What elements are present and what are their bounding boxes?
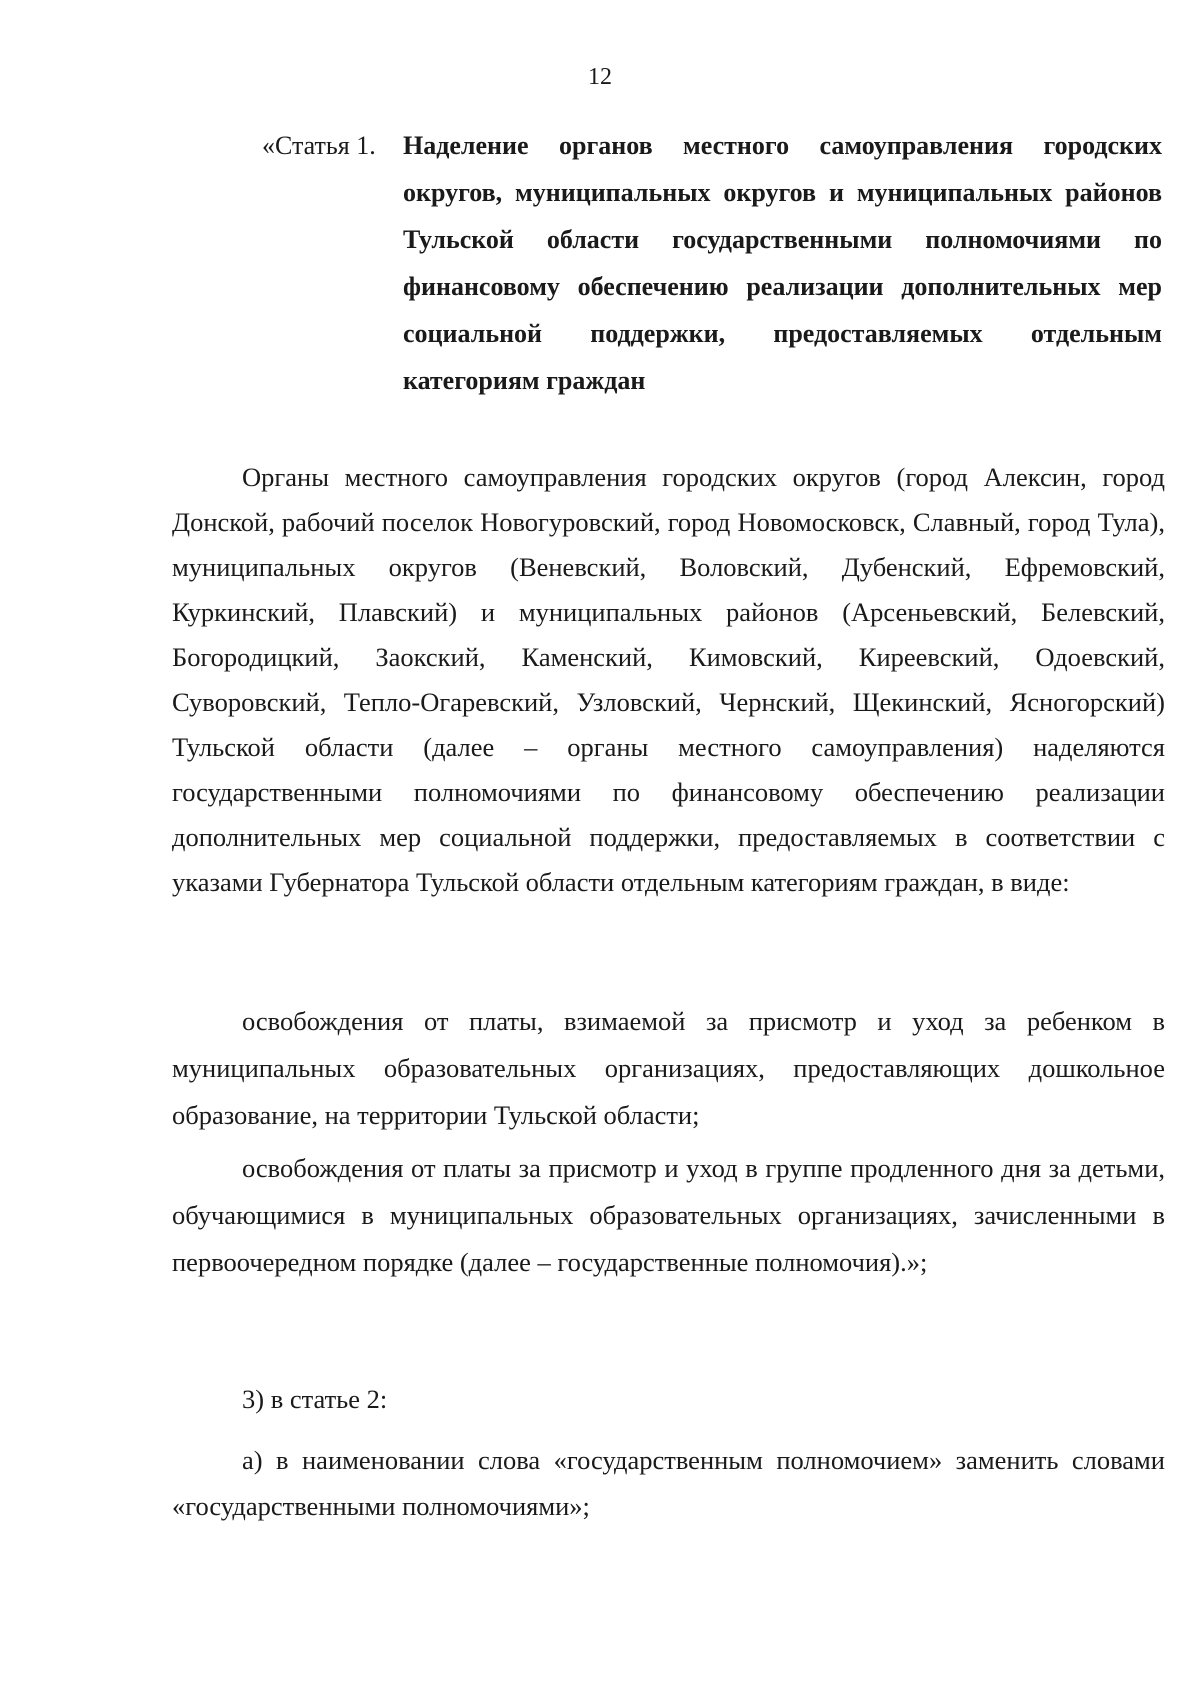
paragraph-list-item-2: освобождения от платы за присмотр и уход в группе продленного дня за детьми, обучающимися в муниципальных образовательных организациях, зачисленными в первоочередном порядке (далее – государственные полномочия).»; xyxy=(172,1153,1165,1277)
paragraph-list-item-1: освобождения от платы, взимаемой за присмотр и уход за ребенком в муниципальных образовательных организациях, предоставляющих дошкольное образование, на территории Тульской области; xyxy=(172,1006,1165,1130)
page-number: 12 xyxy=(588,64,612,90)
paragraph-item-a: а) в наименовании слова «государственным полномочием» заменить словами «государственными полномочиями»; xyxy=(172,1445,1165,1521)
paragraph-main: Органы местного самоуправления городских округов (город Алексин, город Донской, рабочий поселок Новогуровский, город Новомосковск, Славный, город Тула), муниципальных округов (Веневский, Воловский, Дубенский, Ефремовский, Куркинский, Плавский) и муниципальных районов (Арсеньевский, Белевский, Богородицкий, Заокский, Каменский, Кимовский, Киреевский, Одоевский, Суворовский, Тепло-Огаревский, Узловский, Чернский, Щекинский, Ясногорский) Тульской области (далее – органы местного самоуправления) наделяются государственными полномочиями по финансовому обеспечению реализации дополнительных мер социальной поддержки, предоставляемых в соответствии с указами Губернатора Тульской области отдельным категориям граждан, в виде: xyxy=(172,462,1165,897)
article-title: Наделение органов местного самоуправления городских округов, муниципальных округов и муниципальных районов Тульской области государственными полномочиями по финансовому обеспечению реализации дополнительных мер социальной поддержки, предоставляемых отдельным категориям граждан xyxy=(403,131,1162,395)
paragraph-item-3: 3) в статье 2: xyxy=(242,1384,388,1414)
article-prefix: «Статья 1. xyxy=(262,131,376,160)
